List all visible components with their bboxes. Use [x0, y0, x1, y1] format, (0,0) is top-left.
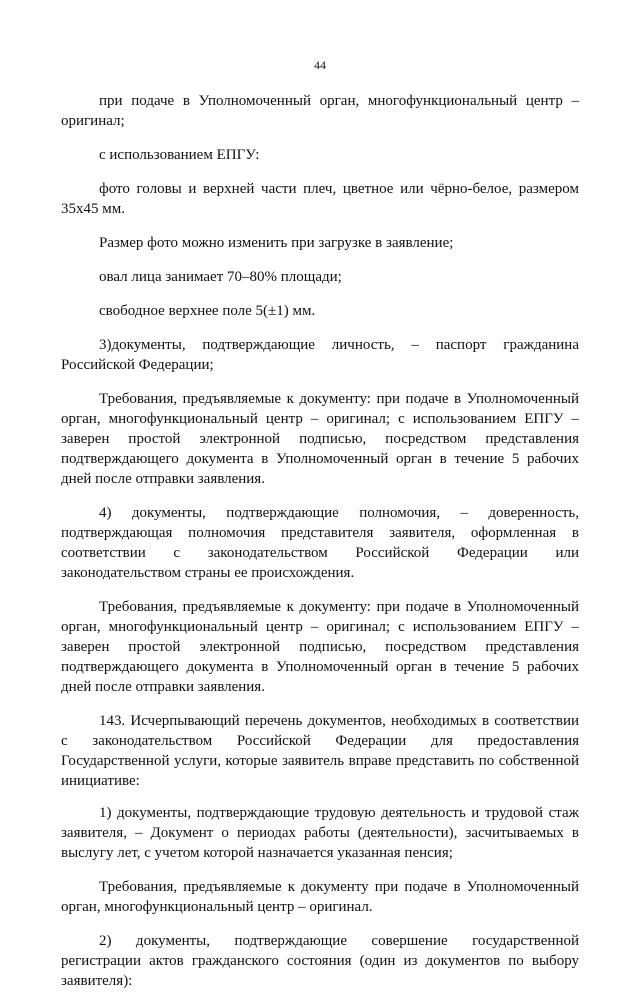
- paragraph-authority-documents: 4) документы, подтверждающие полномочия, – доверенность, подтверждающая полномочия представителя заявителя, оформленная в соответствии с законодательством Российской Федерации или законодательством страны ее происхождения.: [61, 505, 579, 581]
- document-body: [61, 91, 579, 1005]
- paragraph-epgu-heading: с использованием ЕПГУ:: [99, 147, 260, 163]
- paragraph-face-oval: овал лица занимает 70–80% площади;: [99, 269, 342, 285]
- paragraph-top-margin: свободное верхнее поле 5(±1) мм.: [99, 303, 316, 319]
- paragraph-section-143: 143. Исчерпывающий перечень документов, необходимых в соответствии с законодательством Российской Федерации для предоставления Государственной услуги, которые заявитель вправе представить по собственной инициативе:: [61, 713, 579, 789]
- paragraph-identity-requirements: Требования, предъявляемые к документу: при подаче в Уполномоченный орган, многофункциональный центр – оригинал; с использованием ЕПГУ – заверен простой электронной подписью, посредством представления подтверждающего документа в Уполномоченный орган в течение 5 рабочих дней после отправки заявления.: [61, 391, 579, 487]
- paragraph-employment-documents: 1) документы, подтверждающие трудовую деятельность и трудовой стаж заявителя, – Документ о периодах работы (деятельности), засчитываемых в выслугу лет, с учетом которой назначается указанная пенсия;: [61, 805, 579, 861]
- paragraph-employment-requirements: Требования, предъявляемые к документу при подаче в Уполномоченный орган, многофункциональный центр – оригинал.: [61, 879, 579, 915]
- paragraph-identity-documents: 3)документы, подтверждающие личность, – паспорт гражданина Российской Федерации;: [61, 337, 579, 373]
- paragraph-authority-requirements: Требования, предъявляемые к документу: при подаче в Уполномоченный орган, многофункциональный центр – оригинал; с использованием ЕПГУ – заверен простой электронной подписью, посредством представления подтверждающего документа в Уполномоченный орган в течение 5 рабочих дней после отправки заявления.: [61, 599, 579, 695]
- paragraph-original-submission: при подаче в Уполномоченный орган, многофункциональный центр – оригинал;: [61, 93, 579, 129]
- paragraph-photo-requirements: фото головы и верхней части плеч, цветное или чёрно-белое, размером 35х45 мм.: [61, 181, 579, 217]
- paragraph-civil-registration-documents: 2) документы, подтверждающие совершение государственной регистрации актов гражданского состояния (один из документов по выбору заявителя):: [61, 933, 579, 989]
- paragraph-photo-resize: Размер фото можно изменить при загрузке в заявление;: [99, 235, 454, 251]
- page-number: 44: [314, 58, 326, 72]
